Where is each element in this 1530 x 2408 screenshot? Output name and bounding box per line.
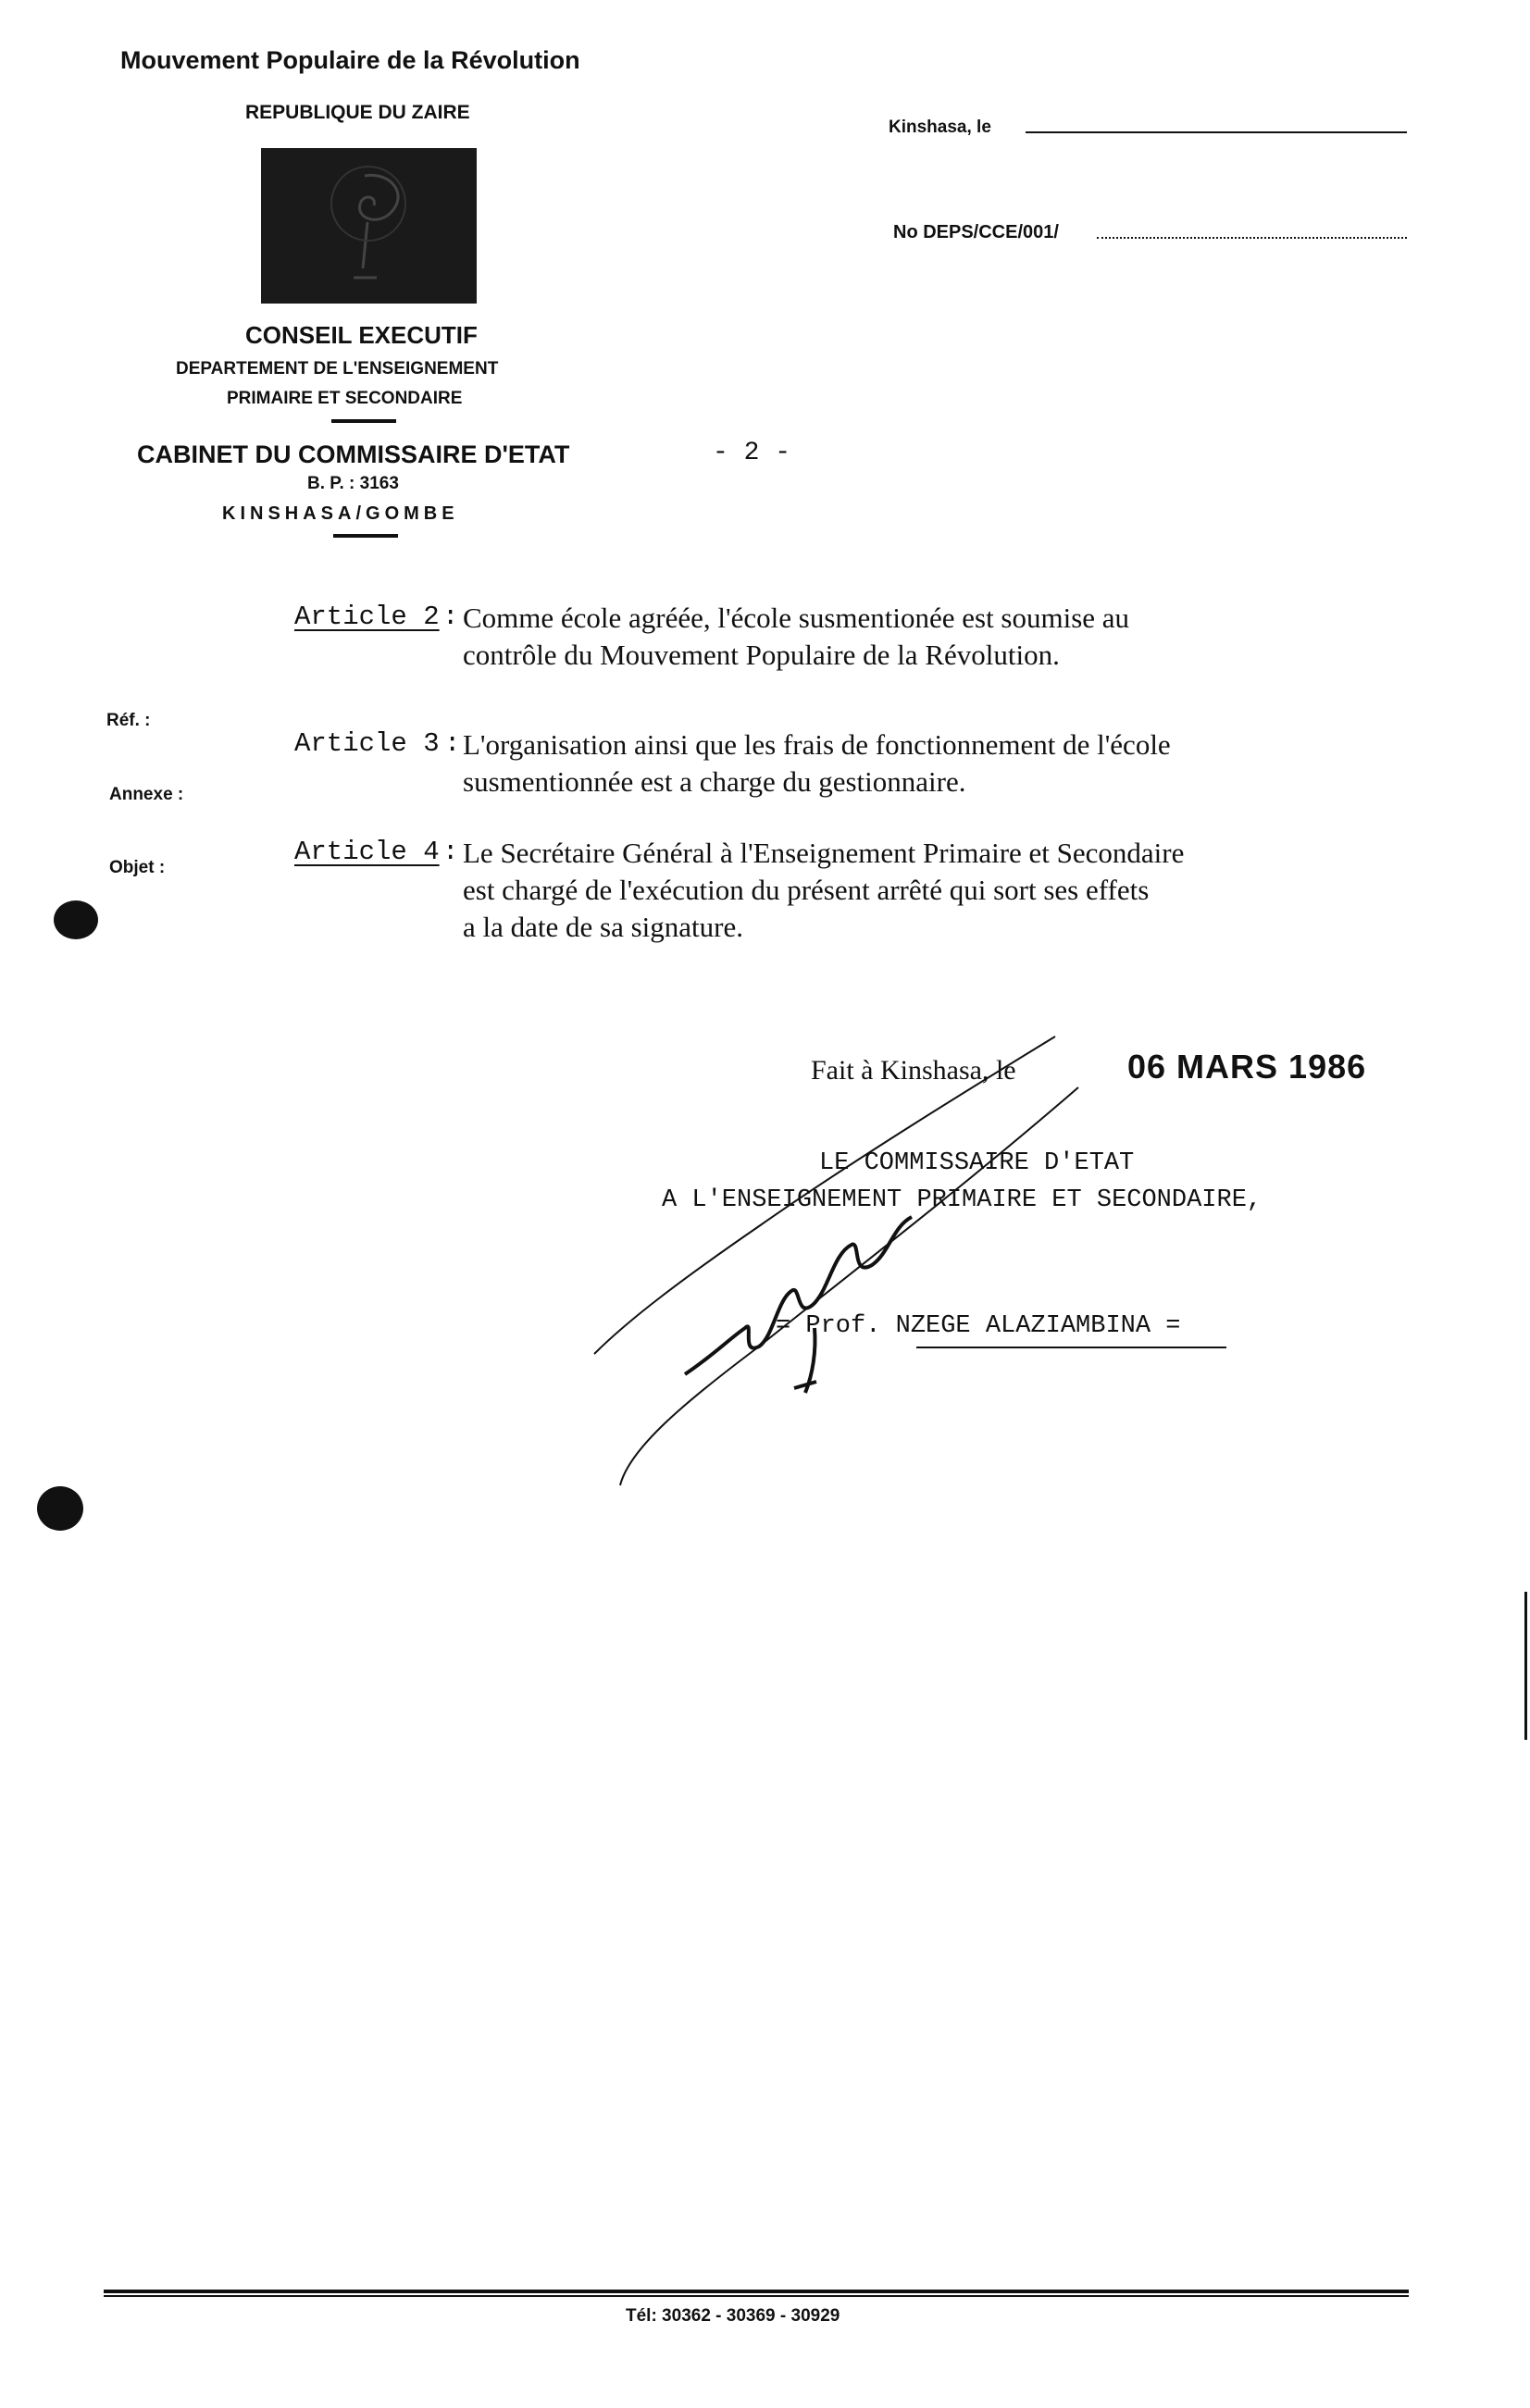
article-4-colon: :: [442, 837, 459, 867]
article-3-label: Article 3: [294, 728, 440, 759]
article-2-colon: :: [442, 602, 459, 632]
emblem-image: [261, 148, 477, 304]
article-line: Le Secrétaire Général à l'Enseignement Primaire et Secondaire: [463, 837, 1185, 869]
reference-fill-line: [1097, 237, 1407, 239]
ref-label: Réf. :: [106, 711, 151, 730]
article-line: L'organisation ainsi que les frais de fonctionnement de l'école: [463, 728, 1171, 761]
handwritten-signature: [574, 1023, 1092, 1504]
article-4-label: Article 4: [294, 837, 440, 867]
article-2-label: Article 2: [294, 602, 440, 632]
punch-hole-mark: [54, 900, 98, 939]
date-stamp: 06 MARS 1986: [1127, 1048, 1367, 1086]
annexe-label: Annexe :: [109, 785, 184, 804]
cabinet-title: CABINET DU COMMISSAIRE D'ETAT: [137, 441, 570, 468]
council-title: CONSEIL EXECUTIF: [245, 321, 478, 349]
city-name: KINSHASA/GOMBE: [222, 503, 459, 524]
signatory-title-2: A L'ENSEIGNEMENT PRIMAIRE ET SECONDAIRE,: [662, 1186, 1263, 1214]
article-line: est chargé de l'exécution du présent arrêté qui sort ses effets: [463, 874, 1150, 906]
punch-hole-mark: [37, 1486, 83, 1531]
movement-name: Mouvement Populaire de la Révolution: [120, 46, 580, 74]
place-date-label: Kinshasa, le: [889, 118, 991, 137]
footer-divider-thin: [104, 2295, 1409, 2297]
place-of-signing: Fait à Kinshasa, le: [811, 1055, 1016, 1086]
article-4-text: [463, 835, 1184, 946]
article-line: susmentionnée est a charge du gestionnaire.: [463, 765, 966, 798]
article-line: contrôle du Mouvement Populaire de la Révolution.: [463, 639, 1060, 671]
objet-label: Objet :: [109, 858, 166, 877]
telephone-numbers: Tél: 30362 - 30369 - 30929: [626, 2306, 840, 2326]
department-line-1: DEPARTEMENT DE L'ENSEIGNEMENT: [176, 359, 499, 379]
article-3-colon: :: [444, 728, 461, 759]
footer-divider: [104, 2290, 1409, 2293]
emblem-icon: [261, 148, 477, 304]
republic-name: REPUBLIQUE DU ZAIRE: [245, 102, 470, 123]
article-2-text: [463, 600, 1129, 674]
city-underline: [333, 534, 398, 538]
article-line: Comme école agréée, l'école susmentionée est soumise au: [463, 602, 1130, 634]
signatory-name: = Prof. NZEGE ALAZIAMBINA =: [776, 1312, 1181, 1340]
date-fill-line: [1026, 131, 1407, 133]
scan-edge-mark: [1524, 1592, 1527, 1740]
po-box: B. P. : 3163: [307, 474, 399, 493]
department-line-2: PRIMAIRE ET SECONDAIRE: [227, 389, 463, 408]
article-3-text: [463, 726, 1171, 801]
article-line: a la date de sa signature.: [463, 911, 743, 943]
reference-number: No DEPS/CCE/001/: [893, 222, 1059, 242]
header-divider: [331, 419, 396, 423]
page-number: - 2 -: [713, 439, 791, 467]
signatory-title-1: LE COMMISSAIRE D'ETAT: [819, 1149, 1135, 1177]
